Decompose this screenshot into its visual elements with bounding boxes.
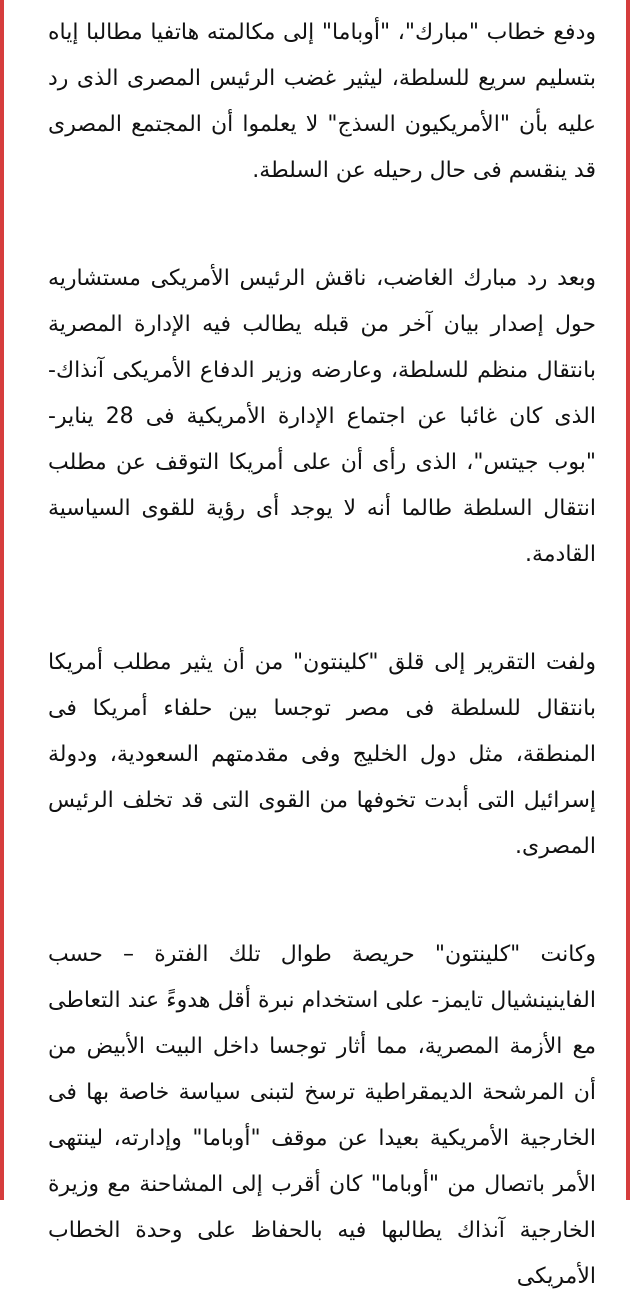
- article-paragraph-1: ودفع خطاب "مبارك"، "أوباما" إلى مكالمته هاتفيا مطالبا إياه بتسليم سريع للسلطة، ليثير غضب الرئيس المصرى الذى رد عليه بأن "الأمريكيون السذج" لا يعلموا أن المجتمع المصرى قد ينقسم فى حال رحيله عن السلطة.: [48, 20, 596, 183]
- article-paragraph-2: وبعد رد مبارك الغاضب، ناقش الرئيس الأمريكى مستشاريه حول إصدار بيان آخر من قبله يطالب فيه الإدارة المصرية بانتقال منظم للسلطة، وعارضه وزير الدفاع الأمريكى آنذاك- الذى كان غائبا عن اجتماع الإدارة الأمريكية فى 28 يناير- "بوب جيتس"، الذى رأى أن على أمريكا التوقف عن مطلب انتقال السلطة طالما أنه لا يوجد أى رؤية للقوى السياسية القادمة.: [48, 266, 596, 567]
- article-paragraph-3: ولفت التقرير إلى قلق "كلينتون" من أن يثير مطلب أمريكا بانتقال للسلطة فى مصر توجسا بين حلفاء أمريكا فى المنطقة، مثل دول الخليج وفى مقدمتهم السعودية، ودولة إسرائيل التى أبدت تخوفها من القوى التى قد تخلف الرئيس المصرى.: [48, 650, 596, 859]
- article-body: [48, 10, 596, 1300]
- article-paragraph-4: وكانت "كلينتون" حريصة طوال تلك الفترة – حسب الفاينينشيال تايمز- على استخدام نبرة أقل هدوءً عند التعاطى مع الأزمة المصرية، مما أثار توجسا داخل البيت الأبيض من أن المرشحة الديمقراطية ترسخ لتبنى سياسة خاصة بها فى الخارجية الأمريكية بعيدا عن موقف "أوباما" وإدارته، لينتهى الأمر باتصال من "أوباما" كان أقرب إلى المشاحنة مع وزيرة الخارجية آنذاك يطالبها فيه بالحفاظ على وحدة الخطاب الأمريكى: [48, 942, 596, 1289]
